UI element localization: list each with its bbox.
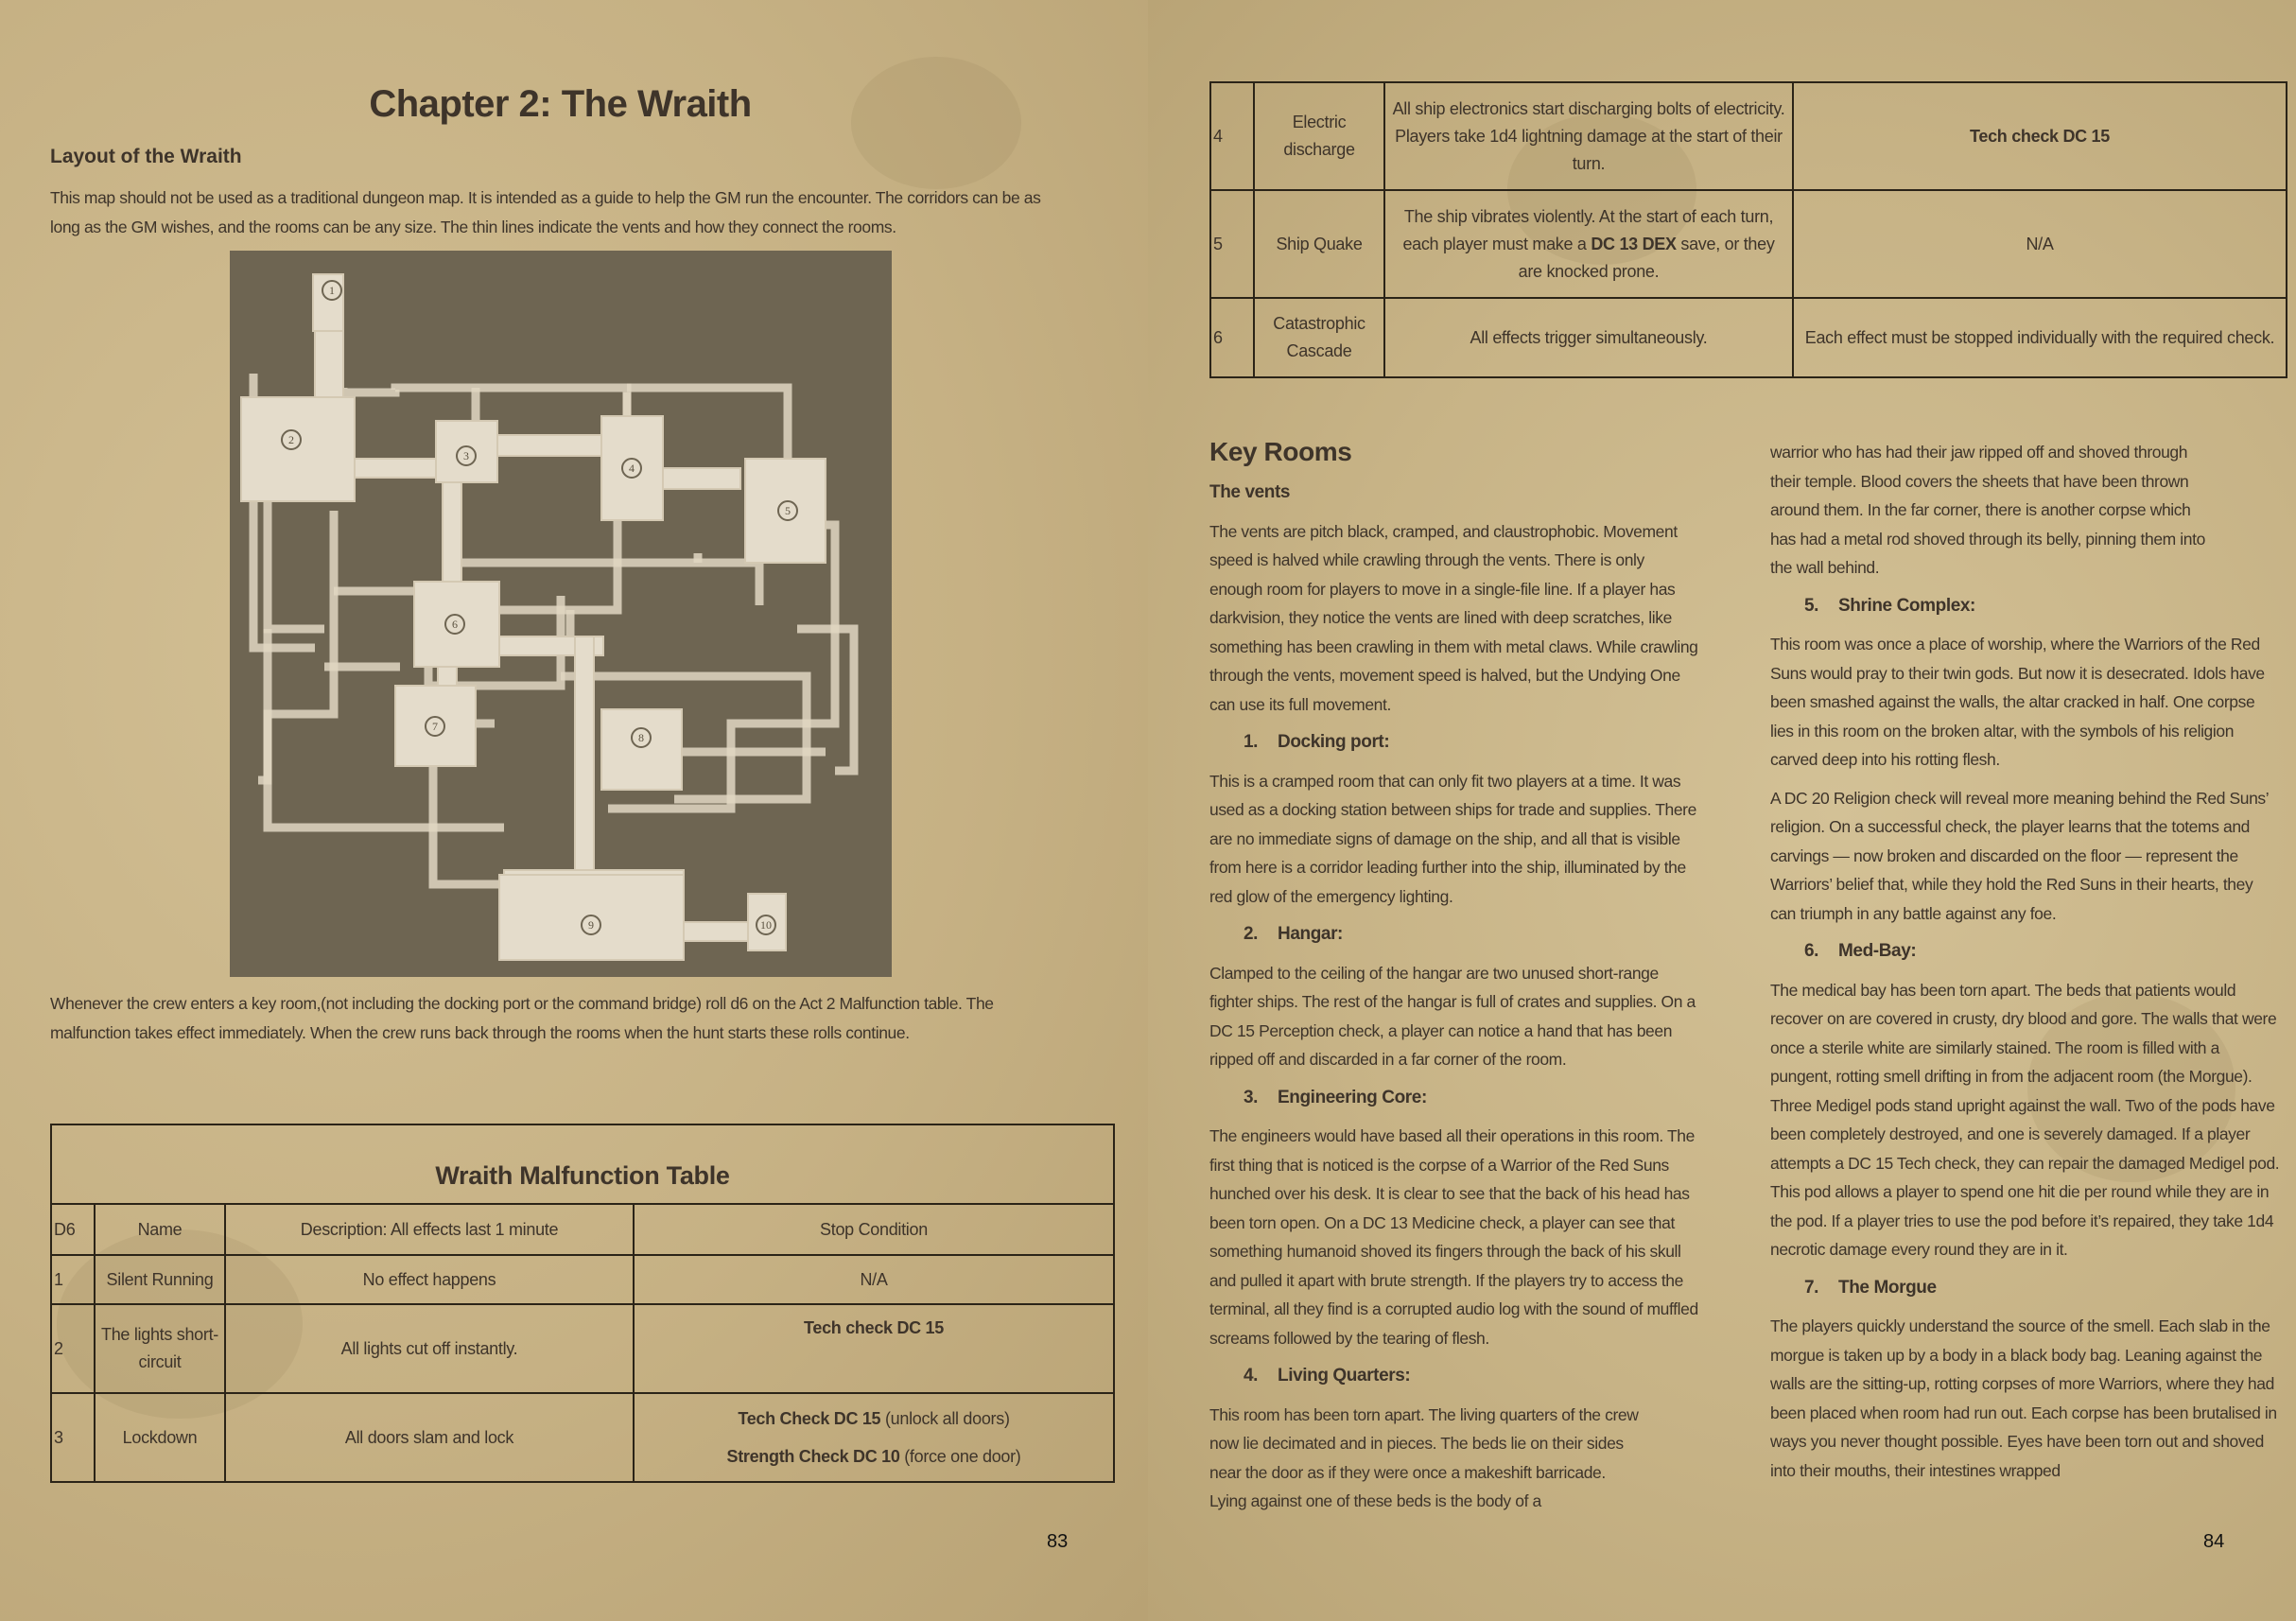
room-paragraph: This room was once a place of worship, where the Warriors of the Red Suns would pray to their twin gods. But now it is desecrated. Idols have been smashed against the walls, the altar cracked in half. One corpse lies in this room on the broken altar, with the symbols of his religion carved deep into his rotting flesh. xyxy=(1770,635,2265,769)
room-paragraph: The players quickly understand the source of the smell. Each slab in the morgue is taken up by a body in a black body bag. Leaning against the walls are the sitting-up, rotting corpses of more Warriors, where they had been placed when room had run out. Each corpse has been brutalised in ways you never thought possible. Eyes have been torn out and shoved into their mouths, their intestines wrapped xyxy=(1770,1316,2277,1480)
cell-desc: All ship electronics start discharging bolts of electricity. Players take 1d4 lightning damage at the start of their turn. xyxy=(1384,82,1793,190)
room-number: 6. xyxy=(1804,941,1819,961)
cell-d6: 2 xyxy=(51,1304,95,1393)
room-paragraph: This is a cramped room that can only fit two players at a time. It was used as a docking station between ships for trade and supplies. There are no immediate signs of damage on the ship, and all that is visible from here is a corridor leading further into the ship, illuminated by the red glow of the emergency lighting. xyxy=(1209,771,1696,906)
cell-stop: N/A xyxy=(634,1255,1114,1304)
after-map-line: malfunction takes effect immediately. When the crew runs back through the rooms when the hunt starts these rolls continue. xyxy=(50,1023,910,1042)
table-row xyxy=(1210,190,2287,298)
map-label: 1 xyxy=(329,284,335,297)
cell-name: Silent Running xyxy=(95,1255,225,1304)
room-2 xyxy=(241,397,355,501)
room-heading xyxy=(1244,1084,1701,1113)
intro-line: This map should not be used as a traditional dungeon map. It is intended as a guide to help the GM run the encounter. The corridors can be as xyxy=(50,188,1041,207)
room-heading xyxy=(1804,592,2281,621)
stop-bold: Strength Check DC 10 xyxy=(726,1447,900,1466)
room-name: Med-Bay: xyxy=(1838,941,1917,961)
key-rooms-heading: Key Rooms xyxy=(1209,437,1352,466)
continuation-paragraph: warrior who has had their jaw ripped off and shoved through their temple. Blood covers the sheets that have been thrown around them. In the far corner, there is another corpse which has had a metal rod shoved through its belly, pinning them into the wall behind. xyxy=(1770,443,2205,577)
malfunction-table-continued xyxy=(1209,81,2287,378)
room-name: Shrine Complex: xyxy=(1838,595,1975,616)
room-number: 2. xyxy=(1244,924,1259,944)
stop-line xyxy=(638,1400,1109,1438)
room-number: 1. xyxy=(1244,732,1259,752)
cell-name: Ship Quake xyxy=(1254,190,1384,298)
room-number: 5. xyxy=(1804,595,1819,616)
chapter-title: Chapter 2: The Wraith xyxy=(369,83,752,125)
map-label: 2 xyxy=(288,433,294,446)
room-number: 3. xyxy=(1244,1087,1259,1107)
room-paragraph: A DC 20 Religion check will reveal more meaning behind the Red Suns’ religion. On a successful check, the player learns that the totems and carvings — now broken and discarded on the floor — represent the Warriors’ belief that, while they hold the Red Suns in their hearts, they can triumph in any battle against any foe. xyxy=(1770,788,2269,923)
map-label: 5 xyxy=(785,504,791,517)
after-map-paragraph xyxy=(50,989,1147,1048)
room-9 xyxy=(499,875,684,960)
cell-d6: 4 xyxy=(1210,82,1254,190)
room-name: Living Quarters: xyxy=(1278,1366,1411,1386)
cell-desc: All effects trigger simultaneously. xyxy=(1384,298,1793,377)
room-name: Hangar: xyxy=(1278,924,1343,944)
cell-desc: No effect happens xyxy=(225,1255,634,1304)
cell-desc: All lights cut off instantly. xyxy=(225,1304,634,1393)
after-map-line: Whenever the crew enters a key room,(not including the docking port or the command bridge) roll d6 on the Act 2 Malfunction table. The xyxy=(50,994,994,1013)
room-paragraph: The medical bay has been torn apart. The beds that patients would recover on are covered in crusty, dry blood and gore. The walls that were once a sterile white are similarly stained. The room is filled with a pungent, rotting smell drifting in from the adjacent room (the Morgue). Three Medigel pods stand upright against the wall. Two of the pods have been completely destroyed, and one is severely damaged. If a player attempts a DC 15 Tech check, they can repair the damaged Medigel pod. This pod allows a player to spend one hit die per round while they are in the pod. If a player tries to use the pod before it’s repaired, they take 1d4 necrotic damage every round they are in it. xyxy=(1770,980,2280,1259)
room-name: Docking port: xyxy=(1278,732,1390,752)
room-heading xyxy=(1244,1362,1701,1391)
column-header: Description: All effects last 1 minute xyxy=(225,1204,634,1255)
stop-line xyxy=(638,1438,1109,1475)
cell-stop xyxy=(634,1393,1114,1482)
room-name: The Morgue xyxy=(1838,1277,1937,1298)
room-number: 7. xyxy=(1804,1277,1819,1298)
page-84 xyxy=(1148,0,2296,1621)
table-row xyxy=(51,1255,1114,1304)
stop-rest: (force one door) xyxy=(899,1447,1021,1466)
cell-stop: Tech check DC 15 xyxy=(1793,82,2287,190)
text-column-right xyxy=(1770,438,2281,1494)
map-drawing xyxy=(230,251,892,977)
cell-stop: Each effect must be stopped individually with the required check. xyxy=(1793,298,2287,377)
table-title: Wraith Malfunction Table xyxy=(51,1124,1114,1204)
desc-part: The ship vibrates violently. At the start of each turn, each player must make a xyxy=(1402,206,1774,253)
cell-desc: All doors slam and lock xyxy=(225,1393,634,1482)
intro-line: long as the GM wishes, and the rooms can be any size. The thin lines indicate the vents and how they connect the rooms. xyxy=(50,218,896,236)
map-label: 8 xyxy=(638,731,644,744)
malfunction-table xyxy=(50,1124,1115,1483)
page-number: 83 xyxy=(1047,1531,1069,1552)
room-number: 4. xyxy=(1244,1366,1259,1386)
map-label: 6 xyxy=(452,618,458,631)
page-number: 84 xyxy=(2203,1531,2225,1552)
room-heading xyxy=(1244,920,1701,950)
room-heading xyxy=(1804,937,2281,967)
intro-paragraph xyxy=(50,183,1147,242)
cell-desc xyxy=(1384,190,1793,298)
table-row xyxy=(51,1393,1114,1482)
table-header-row xyxy=(51,1204,1114,1255)
cell-name: Electric discharge xyxy=(1254,82,1384,190)
cell-stop: N/A xyxy=(1793,190,2287,298)
vents-paragraph: The vents are pitch black, cramped, and claustrophobic. Movement speed is halved while crawling through the vents. There is only enough room for players to move in a single-file line. If a player has darkvision, they notice the vents are lined with deep scratches, like something has been crawling in them with metal claws. While crawling through the vents, movement speed is halved, but the Undying One can use its full movement. xyxy=(1209,521,1698,714)
room-paragraph: Clamped to the ceiling of the hangar are two unused short-range fighter ships. The rest of the hangar is full of crates and supplies. On a DC 15 Perception check, a player can notice a hand that has been ripped off and discarded in a far corner of the room. xyxy=(1209,963,1696,1069)
table-row xyxy=(51,1304,1114,1393)
table-row xyxy=(1210,298,2287,377)
column-header: Stop Condition xyxy=(634,1204,1114,1255)
text-column-left xyxy=(1209,435,1701,1525)
cell-d6: 3 xyxy=(51,1393,95,1482)
map-label: 3 xyxy=(463,449,469,462)
cell-name: Catastrophic Cascade xyxy=(1254,298,1384,377)
column-header: D6 xyxy=(51,1204,95,1255)
cell-name: The lights short-circuit xyxy=(95,1304,225,1393)
cell-d6: 5 xyxy=(1210,190,1254,298)
cell-d6: 1 xyxy=(51,1255,95,1304)
desc-part: save, or they are knocked prone. xyxy=(1518,234,1775,281)
wraith-map xyxy=(230,251,892,977)
map-label: 10 xyxy=(760,918,772,932)
map-label: 9 xyxy=(588,918,594,932)
room-heading xyxy=(1244,728,1701,758)
room-paragraph: The engineers would have based all their operations in this room. The first thing that is noticed is the corpse of a Warrior of the Red Suns hunched over his desk. It is clear to see that the back of his head has been torn open. On a DC 13 Medicine check, a player can see that something humanoid shoved its fingers through the back of his skull and pulled it apart with brute strength. If the players try to access the terminal, all they find is a corrupted audio log with the sound of muffled screams followed by the tearing of flesh. xyxy=(1209,1126,1698,1348)
column-header: Name xyxy=(95,1204,225,1255)
map-label: 7 xyxy=(432,720,438,733)
room-heading xyxy=(1804,1274,2281,1303)
desc-bold: DC 13 DEX xyxy=(1591,234,1677,253)
cell-d6: 6 xyxy=(1210,298,1254,377)
table-row xyxy=(1210,82,2287,190)
layout-heading: Layout of the Wraith xyxy=(50,146,242,167)
room-paragraph: This room has been torn apart. The living quarters of the crew now lie decimated and in pieces. The beds lie on their sides near the door as if they were once a makeshift barricade. Lying against one of these beds is the body of a xyxy=(1209,1404,1639,1510)
stop-rest: (unlock all doors) xyxy=(880,1409,1010,1428)
room-name: Engineering Core: xyxy=(1278,1087,1427,1107)
room-8 xyxy=(601,709,682,790)
cell-name: Lockdown xyxy=(95,1393,225,1482)
map-label: 4 xyxy=(629,462,635,475)
stop-bold: Tech Check DC 15 xyxy=(738,1409,881,1428)
vents-heading: The vents xyxy=(1209,482,1291,502)
cell-stop: Tech check DC 15 xyxy=(634,1304,1114,1393)
